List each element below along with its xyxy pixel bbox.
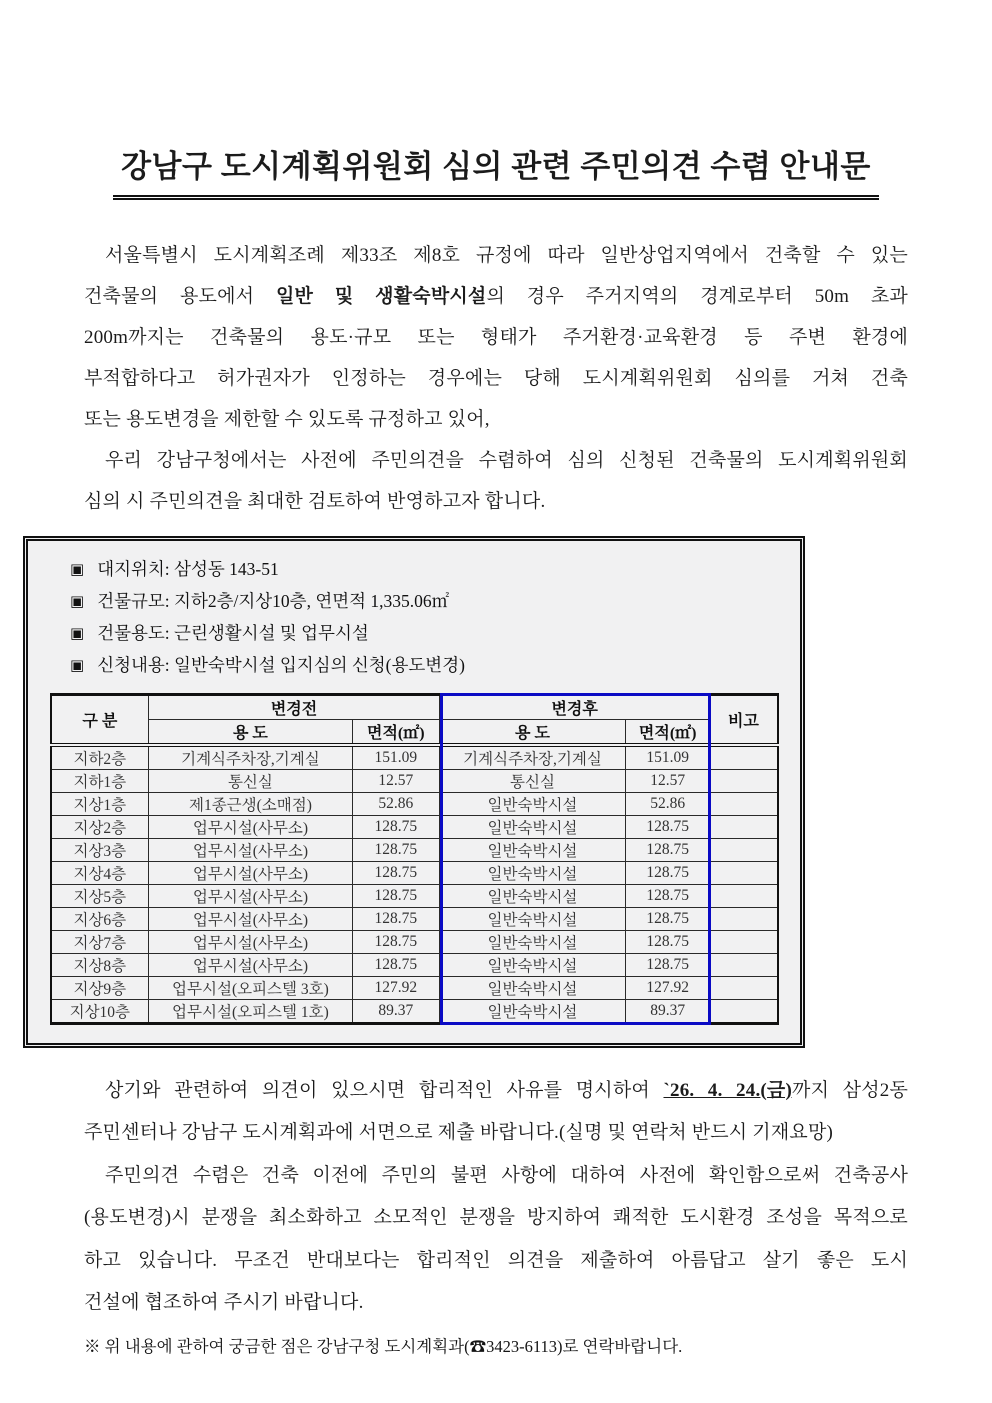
cell-before_area: 128.75 [352, 930, 439, 953]
cell-before_use: 업무시설(사무소) [149, 930, 353, 953]
summary-item-text: 대지위치: 삼성동 143-51 [97, 558, 279, 579]
cell-after_use: 일반숙박시설 [439, 930, 625, 953]
closing-line: 하고 있습니다. 무조건 반대보다는 합리적인 의견을 제출하여 아름답고 살기 좋은 도시 [84, 1249, 908, 1271]
cell-after_use: 일반숙박시설 [439, 953, 625, 976]
cell-before_use: 업무시설(사무소) [149, 815, 353, 838]
cell-note [710, 769, 778, 792]
cell-before_use: 제1종근생(소매점) [149, 792, 353, 815]
deadline-date: `26. 4. 24.(금) [663, 1079, 793, 1101]
cell-before_use: 업무시설(사무소) [149, 861, 353, 884]
cell-floor: 지상7층 [51, 930, 149, 953]
cell-before_use: 업무시설(오피스텔 1호) [149, 999, 353, 1023]
cell-after_use: 일반숙박시설 [439, 861, 625, 884]
cell-before_use: 업무시설(사무소) [149, 884, 353, 907]
table-row [51, 838, 778, 861]
project-summary-box [23, 536, 805, 1048]
cell-floor: 지상10층 [51, 999, 149, 1023]
page-title: 강남구 도시계획위원회 심의 관련 주민의견 수렴 안내문 [113, 141, 879, 200]
summary-item-scale [70, 586, 800, 618]
cell-floor: 지상5층 [51, 884, 149, 907]
table-row [51, 884, 778, 907]
cell-after_area: 151.09 [626, 745, 710, 770]
cell-note [710, 976, 778, 999]
cell-note [710, 884, 778, 907]
cell-floor: 지상8층 [51, 953, 149, 976]
cell-floor: 지상9층 [51, 976, 149, 999]
floor-use-table [50, 693, 779, 1025]
closing-line: (용도변경)시 분쟁을 최소화하고 소모적인 분쟁을 방지하여 쾌적한 도시환경 조성을 목적으로 [84, 1207, 908, 1229]
square-bullet-icon: ▣ [70, 561, 85, 578]
cell-before_area: 89.37 [352, 999, 439, 1023]
cell-floor: 지하1층 [51, 769, 149, 792]
summary-item-text: 건물용도: 근린생활시설 및 업무시설 [97, 622, 369, 643]
cell-floor: 지상1층 [51, 792, 149, 815]
cell-note [710, 907, 778, 930]
cell-note [710, 930, 778, 953]
cell-after_use: 통신실 [439, 769, 625, 792]
table-header [51, 694, 778, 745]
cell-after_use: 일반숙박시설 [439, 907, 625, 930]
table-row [51, 930, 778, 953]
cell-floor: 지상2층 [51, 815, 149, 838]
cell-before_area: 127.92 [352, 976, 439, 999]
header-before-area: 면적(㎡) [352, 719, 439, 745]
square-bullet-icon: ▣ [70, 593, 85, 610]
cell-note [710, 953, 778, 976]
header-before-use: 용 도 [149, 719, 353, 745]
cell-before_use: 업무시설(사무소) [149, 953, 353, 976]
cell-after_area: 128.75 [626, 861, 710, 884]
cell-before_use: 기계식주차장,기계실 [149, 745, 353, 770]
summary-item-list [28, 554, 800, 682]
cell-note [710, 792, 778, 815]
header-gubun: 구 분 [51, 694, 149, 745]
intro-line: 서울특별시 도시계획조례 제33조 제8호 규정에 따라 일반상업지역에서 건축할 수 있는 [105, 244, 908, 266]
closing-text: 상기와 관련하여 의견이 있으시면 합리적인 사유를 명시하여 [105, 1079, 664, 1101]
contact-footnote: ※ 위 내용에 관하여 궁금한 점은 강남구청 도시계획과(☎3423-6113)로 연락바랍니다. [84, 1336, 683, 1356]
cell-after_area: 127.92 [626, 976, 710, 999]
closing-text: 까지 삼성2동 [792, 1079, 909, 1101]
cell-after_use: 일반숙박시설 [439, 792, 625, 815]
table-row [51, 815, 778, 838]
table-row [51, 792, 778, 815]
cell-before_area: 128.75 [352, 907, 439, 930]
cell-before_area: 151.09 [352, 745, 439, 770]
cell-before_use: 통신실 [149, 769, 353, 792]
cell-note [710, 861, 778, 884]
cell-before_area: 128.75 [352, 838, 439, 861]
header-after: 변경후 [439, 694, 709, 719]
table-row [51, 861, 778, 884]
floor-table-body [51, 745, 778, 1024]
cell-after_area: 128.75 [626, 884, 710, 907]
header-note: 비고 [710, 694, 778, 745]
intro-text: 건축물의 용도에서 [84, 285, 276, 307]
cell-before_use: 업무시설(오피스텔 3호) [149, 976, 353, 999]
intro-line [84, 276, 908, 317]
cell-floor: 지상3층 [51, 838, 149, 861]
floor-use-table-wrap [50, 693, 779, 1025]
summary-item-site [70, 554, 800, 586]
cell-after_area: 12.57 [626, 769, 710, 792]
intro-text: 의 경우 주거지역의 경계로부터 50m 초과 [486, 285, 908, 307]
cell-floor: 지하2층 [51, 745, 149, 770]
cell-after_use: 일반숙박시설 [439, 815, 625, 838]
intro-line: 또는 용도변경을 제한할 수 있도록 규정하고 있어, [84, 408, 490, 430]
cell-before_area: 52.86 [352, 792, 439, 815]
table-row [51, 976, 778, 999]
closing-line [84, 1070, 908, 1113]
table-row [51, 953, 778, 976]
intro-section [84, 235, 908, 522]
cell-after_area: 128.75 [626, 815, 710, 838]
summary-item-text: 건물규모: 지하2층/지상10층, 연면적 1,335.06㎡ [97, 590, 450, 611]
cell-before_area: 128.75 [352, 861, 439, 884]
cell-floor: 지상6층 [51, 907, 149, 930]
cell-note [710, 815, 778, 838]
cell-before_area: 12.57 [352, 769, 439, 792]
cell-before_area: 128.75 [352, 953, 439, 976]
cell-before_area: 128.75 [352, 815, 439, 838]
cell-after_use: 일반숙박시설 [439, 838, 625, 861]
table-row [51, 999, 778, 1023]
cell-after_area: 128.75 [626, 930, 710, 953]
closing-section [84, 1070, 908, 1325]
intro-line: 부적합하다고 허가권자가 인정하는 경우에는 당해 도시계획위원회 심의를 거쳐 건축 [84, 367, 908, 389]
cell-after_area: 52.86 [626, 792, 710, 815]
closing-line: 주민센터나 강남구 도시계획과에 서면으로 제출 바랍니다.(실명 및 연락처 반드시 기재요망) [84, 1122, 834, 1144]
cell-before_use: 업무시설(사무소) [149, 907, 353, 930]
header-after-use: 용 도 [439, 719, 625, 745]
summary-item-use [70, 618, 800, 650]
cell-note [710, 838, 778, 861]
cell-after_use: 일반숙박시설 [439, 884, 625, 907]
intro-line: 우리 강남구청에서는 사전에 주민의견을 수렴하여 심의 신청된 건축물의 도시계획위원회 [105, 449, 908, 471]
cell-after_area: 128.75 [626, 907, 710, 930]
cell-before_use: 업무시설(사무소) [149, 838, 353, 861]
cell-after_area: 128.75 [626, 838, 710, 861]
title-area [0, 0, 992, 221]
square-bullet-icon: ▣ [70, 625, 85, 642]
cell-note [710, 745, 778, 770]
table-row [51, 769, 778, 792]
intro-line: 심의 시 주민의견을 최대한 검토하여 반영하고자 합니다. [84, 490, 546, 512]
bold-phrase: 일반 및 생활숙박시설 [275, 285, 487, 307]
table-row [51, 745, 778, 770]
summary-item-request [70, 650, 800, 682]
cell-before_area: 128.75 [352, 884, 439, 907]
square-bullet-icon: ▣ [70, 657, 85, 674]
cell-floor: 지상4층 [51, 861, 149, 884]
header-before: 변경전 [149, 694, 440, 719]
closing-line: 주민의견 수렴은 건축 이전에 주민의 불편 사항에 대하여 사전에 확인함으로써 건축공사 [105, 1164, 908, 1186]
cell-after_use: 일반숙박시설 [439, 976, 625, 999]
cell-after_use: 일반숙박시설 [439, 999, 625, 1023]
cell-note [710, 999, 778, 1023]
cell-after_use: 기계식주차장,기계실 [439, 745, 625, 770]
header-after-area: 면적(㎡) [626, 719, 710, 745]
intro-line: 200m까지는 건축물의 용도·규모 또는 형태가 주거환경·교육환경 등 주변 환경에 [84, 326, 908, 348]
cell-after_area: 128.75 [626, 953, 710, 976]
summary-item-text: 신청내용: 일반숙박시설 입지심의 신청(용도변경) [97, 654, 465, 675]
cell-after_area: 89.37 [626, 999, 710, 1023]
closing-line: 건설에 협조하여 주시기 바랍니다. [84, 1292, 364, 1314]
table-row [51, 907, 778, 930]
